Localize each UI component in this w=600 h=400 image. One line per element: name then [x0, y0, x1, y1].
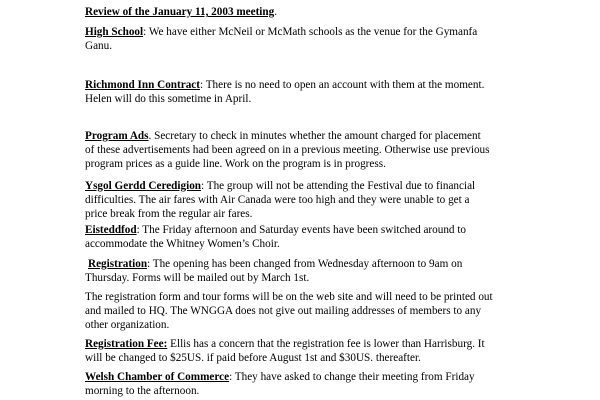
section-heading: Richmond Inn Contract — [85, 79, 200, 91]
section-line: Thursday. Forms will be mailed out by March 1st. — [85, 272, 310, 284]
section-text: : The opening has been changed from Wednesday afternoon to 9am on — [147, 258, 463, 270]
section-program-ads — [85, 129, 481, 143]
section-eisteddfod — [85, 223, 466, 237]
section-heading: Registration Fee: — [85, 338, 168, 350]
section-heading: Eisteddfod — [85, 224, 137, 236]
section-registration — [88, 257, 462, 271]
section-richmond-inn-contract — [85, 78, 484, 92]
section-line: accommodate the Whitney Women’s Choir. — [85, 238, 280, 250]
document-title-line — [85, 5, 277, 19]
paragraph-line: and mailed to HQ. The WNGGA does not give out mailing addresses of members to any — [85, 305, 482, 317]
section-heading: High School — [85, 26, 144, 38]
section-high-school — [85, 25, 477, 39]
section-heading: Registration — [88, 258, 148, 270]
section-heading: Program Ads — [85, 130, 149, 142]
section-text: : There is no need to open an account with them at the moment. — [200, 79, 485, 91]
section-line: morning to the afternoon. — [85, 385, 200, 397]
section-registration-fee — [85, 337, 485, 351]
section-text: . Secretary to check in minutes whether the amount charged for placement — [148, 130, 481, 142]
section-heading: Ysgol Gerdd Ceredigion — [85, 180, 202, 192]
section-line: price break from the regular air fares. — [85, 208, 253, 220]
section-text: : The Friday afternoon and Saturday events have been switched around to — [136, 224, 467, 236]
section-line: of these advertisements had been agreed on in a previous meeting. Otherwise use previous — [85, 144, 490, 156]
section-line: Helen will do this sometime in April. — [85, 93, 252, 105]
section-text: : We have either McNeil or McMath schools as the venue for the Gymanfa — [143, 26, 478, 38]
section-text: : The group will not be attending the Festival due to financial — [201, 180, 476, 192]
section-line: difficulties. The air fares with Air Canada were too high and they were unable to get a — [85, 194, 470, 206]
section-heading: Welsh Chamber of Commerce — [85, 371, 230, 383]
section-line: program prices as a guide line. Work on the program is in progress. — [85, 158, 386, 170]
section-line: Ganu. — [85, 40, 113, 52]
paragraph-line: other organization. — [85, 319, 170, 331]
section-text: : They have asked to change their meeting from Friday — [229, 371, 475, 383]
section-ysgol-gerdd-ceredigion — [85, 179, 475, 193]
section-text: Ellis has a concern that the registration fee is lower than Harrisburg. It — [167, 338, 485, 350]
document-title: Review of the January 11, 2003 meeting — [85, 6, 275, 18]
document-title-suffix: . — [274, 6, 278, 18]
paragraph-line: The registration form and tour forms will be on the web site and will need to be printed out — [85, 291, 493, 303]
section-welsh-chamber-of-commerce — [85, 370, 475, 384]
section-line: will be changed to $25US. if paid before August 1st and $30US. thereafter. — [85, 352, 421, 364]
